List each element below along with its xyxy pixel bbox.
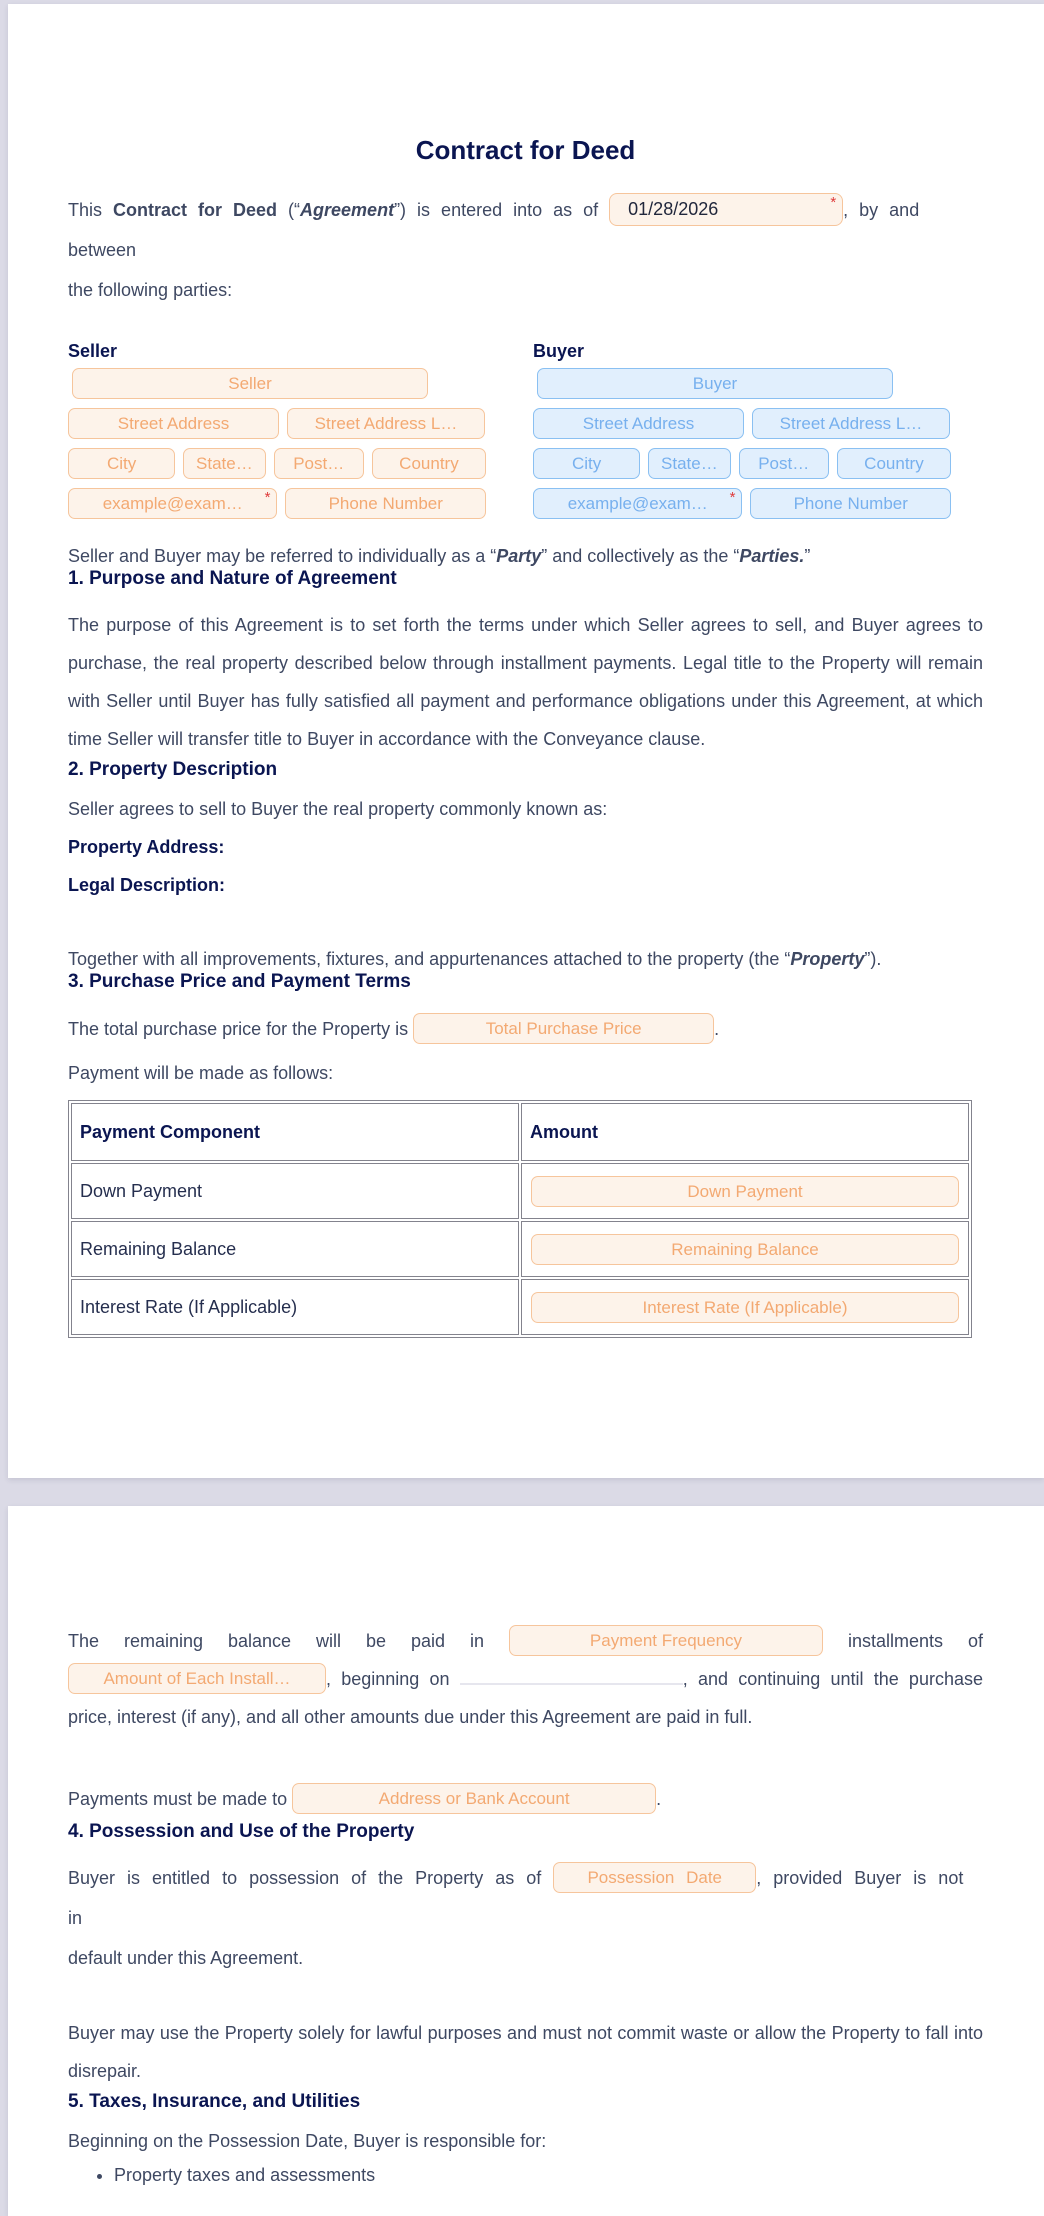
property-known-line: Seller agrees to sell to Buyer the real property commonly known as: bbox=[68, 799, 608, 819]
seller-phone-field[interactable]: Phone Number bbox=[285, 488, 486, 519]
intro-text-5: the following parties: bbox=[68, 280, 233, 300]
buyer-section bbox=[533, 340, 951, 519]
table-row bbox=[71, 1163, 969, 1219]
payment-frequency-field[interactable]: Payment Frequency bbox=[509, 1625, 823, 1656]
buyer-street2-field[interactable]: Street Address L… bbox=[752, 408, 950, 439]
payments-made-to-line bbox=[68, 1778, 983, 1820]
total-price-line bbox=[68, 1008, 983, 1050]
possession-text-1: Buyer is entitled to possession of the Property as of bbox=[68, 1868, 554, 1888]
total-purchase-price-field[interactable]: Total Purchase Price bbox=[413, 1013, 714, 1044]
installments-text-2: installments of bbox=[822, 1631, 983, 1651]
seller-street2-field[interactable]: Street Address L… bbox=[287, 408, 485, 439]
seller-section bbox=[68, 340, 486, 519]
parties-section bbox=[68, 340, 983, 519]
required-asterisk: * bbox=[264, 489, 271, 506]
table-row bbox=[71, 1221, 969, 1277]
parties-note-text-1: Seller and Buyer may be referred to individually as a “ bbox=[68, 546, 497, 566]
intro-paragraph bbox=[68, 190, 983, 310]
intro-text-1: This bbox=[68, 200, 114, 220]
seller-street-field[interactable]: Street Address bbox=[68, 408, 279, 439]
parties-note-text-2: ” and collectively as the “ bbox=[541, 546, 740, 566]
installment-amount-field[interactable]: Amount of Each Install… bbox=[68, 1663, 326, 1694]
interest-rate-label: Interest Rate (If Applicable) bbox=[71, 1279, 519, 1335]
buyer-city-field[interactable]: City bbox=[533, 448, 640, 479]
made-to-text-1: Payments must be made to bbox=[68, 1789, 293, 1809]
responsibility-line: Beginning on the Possession Date, Buyer is responsible for: bbox=[68, 2131, 547, 2151]
party-word: Party bbox=[496, 546, 542, 566]
tax-bullet: • Property taxes and assessments bbox=[114, 2164, 983, 2186]
installments-text-1: The remaining balance will be paid in bbox=[68, 1631, 509, 1651]
page-1 bbox=[8, 4, 1044, 1478]
document-title: Contract for Deed bbox=[415, 135, 636, 165]
parties-note bbox=[68, 545, 983, 567]
section-5-heading: 5. Taxes, Insurance, and Utilities bbox=[68, 2091, 361, 2112]
property-word: Property bbox=[790, 949, 865, 969]
begin-date-blank[interactable] bbox=[460, 1667, 683, 1685]
buyer-phone-field[interactable]: Phone Number bbox=[750, 488, 951, 519]
buyer-name-field[interactable]: Buyer bbox=[537, 368, 893, 399]
seller-email-placeholder: example@exam… bbox=[102, 494, 243, 513]
down-payment-field[interactable]: Down Payment bbox=[531, 1176, 959, 1207]
intro-text-4: , by and between bbox=[68, 200, 920, 260]
section-1-heading: 1. Purpose and Nature of Agreement bbox=[68, 568, 397, 589]
section-2-heading: 2. Property Description bbox=[68, 759, 278, 780]
down-payment-label: Down Payment bbox=[71, 1163, 519, 1219]
intro-agreement-word: Agreement bbox=[300, 200, 395, 220]
property-use-paragraph: Buyer may use the Property solely for lawful purposes and must not commit waste or allow the Property to fall into disrepair. bbox=[68, 2023, 983, 2081]
possession-text-2: , provided Buyer is not in bbox=[68, 1868, 964, 1928]
buyer-street-field[interactable]: Street Address bbox=[533, 408, 744, 439]
section-1-body: The purpose of this Agreement is to set forth the terms under which Seller agrees to sell, and Buyer agrees to purchase, the real property described below through installment payments. Legal title to the Property will remain with Seller until Buyer has fully satisfied all payment and performance obligations under this Agreement, at which time Seller will transfer title to Buyer in accordance with the Conveyance clause. bbox=[68, 615, 983, 749]
required-asterisk: * bbox=[830, 194, 837, 211]
price-text-1: The total purchase price for the Property is bbox=[68, 1019, 414, 1039]
payment-follows-line: Payment will be made as follows: bbox=[68, 1063, 334, 1083]
buyer-state-field[interactable]: State… bbox=[648, 448, 730, 479]
installments-text-4: , and continuing until the purchase price, interest (if any), and all other amounts due under this Agreement are paid in full. bbox=[68, 1669, 983, 1727]
possession-paragraph bbox=[68, 1858, 983, 1978]
installments-paragraph bbox=[68, 1506, 983, 1736]
agreement-date-field[interactable] bbox=[609, 193, 843, 226]
together-line bbox=[68, 948, 983, 970]
possession-date-field[interactable]: Possession Date bbox=[553, 1862, 756, 1893]
seller-postal-field[interactable]: Post… bbox=[274, 448, 364, 479]
buyer-postal-field[interactable]: Post… bbox=[739, 448, 829, 479]
payment-table-header-row bbox=[71, 1103, 969, 1161]
possession-text-3: default under this Agreement. bbox=[68, 1948, 304, 1968]
remaining-balance-label: Remaining Balance bbox=[71, 1221, 519, 1277]
required-asterisk: * bbox=[729, 489, 736, 506]
made-to-text-2: . bbox=[656, 1789, 662, 1809]
seller-state-field[interactable]: State… bbox=[183, 448, 265, 479]
seller-name-field[interactable]: Seller bbox=[72, 368, 428, 399]
buyer-email-placeholder: example@exam… bbox=[567, 494, 708, 513]
seller-country-field[interactable]: Country bbox=[372, 448, 486, 479]
together-text-2: ”). bbox=[864, 949, 882, 969]
section-4-heading: 4. Possession and Use of the Property bbox=[68, 1821, 415, 1842]
intro-bold-title: Contract for Deed bbox=[113, 200, 278, 220]
parties-word: Parties. bbox=[739, 546, 805, 566]
buyer-country-field[interactable]: Country bbox=[837, 448, 951, 479]
section-3-heading: 3. Purchase Price and Payment Terms bbox=[68, 971, 411, 992]
buyer-email-field[interactable] bbox=[533, 488, 742, 519]
parties-note-text-3: ” bbox=[804, 546, 811, 566]
amount-header: Amount bbox=[521, 1103, 969, 1161]
property-address-label: Property Address: bbox=[68, 837, 225, 857]
price-text-2: . bbox=[714, 1019, 720, 1039]
remaining-balance-field[interactable]: Remaining Balance bbox=[531, 1234, 959, 1265]
seller-email-field[interactable] bbox=[68, 488, 277, 519]
installments-text-3: , beginning on bbox=[326, 1669, 460, 1689]
responsibility-list bbox=[68, 2164, 983, 2186]
intro-text-3: ”) is entered into as of bbox=[394, 200, 610, 220]
together-text-1: Together with all improvements, fixtures, and appurtenances attached to the property (the “ bbox=[68, 949, 791, 969]
payment-table bbox=[68, 1100, 972, 1338]
interest-rate-field[interactable]: Interest Rate (If Applicable) bbox=[531, 1292, 959, 1323]
table-row bbox=[71, 1279, 969, 1335]
buyer-heading: Buyer bbox=[533, 341, 585, 361]
intro-text-2: (“ bbox=[277, 200, 301, 220]
payment-component-header: Payment Component bbox=[71, 1103, 519, 1161]
agreement-date-value: 01/28/2026 bbox=[628, 199, 719, 219]
seller-heading: Seller bbox=[68, 341, 118, 361]
payment-destination-field[interactable]: Address or Bank Account bbox=[292, 1783, 656, 1814]
page-2 bbox=[8, 1506, 1044, 2216]
legal-description-label: Legal Description: bbox=[68, 875, 226, 895]
seller-city-field[interactable]: City bbox=[68, 448, 175, 479]
